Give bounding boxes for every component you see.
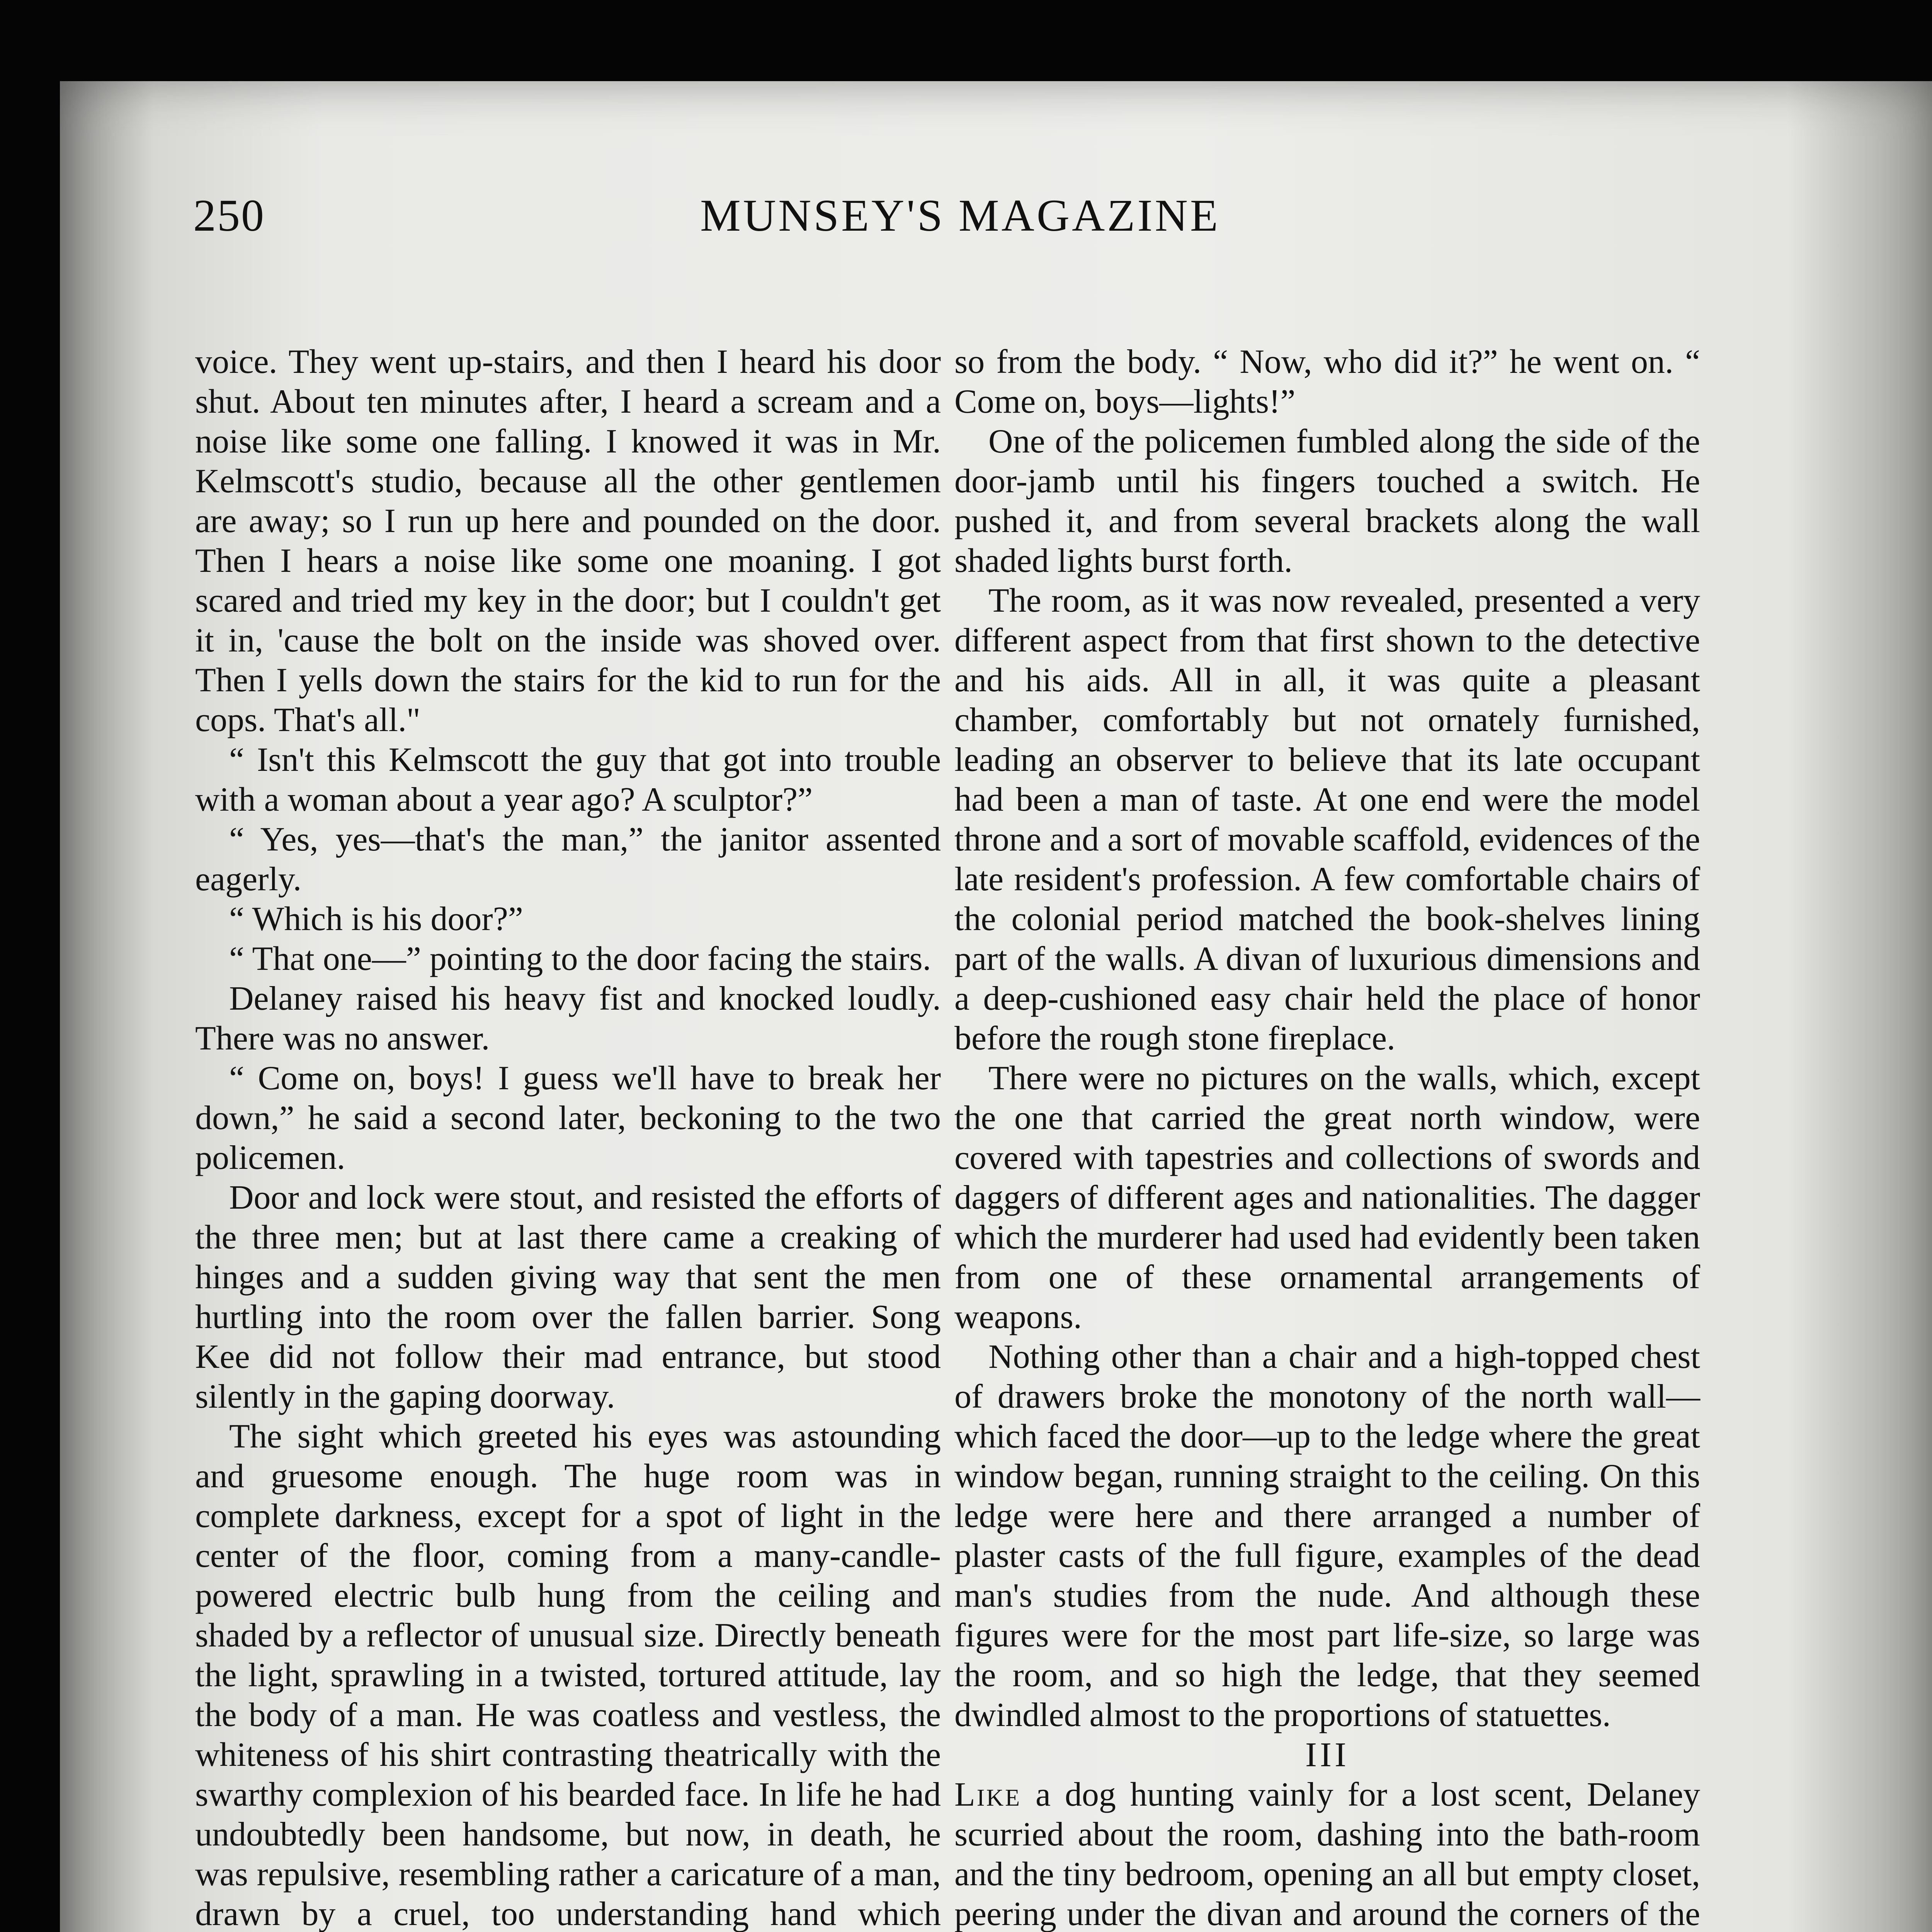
page-header <box>193 189 1727 274</box>
paragraph: One of the policemen fumbled along the side of the door-jamb until his fingers touched a switch. He pushed it, and from several brackets along the wall shaded lights burst forth. <box>954 423 1700 580</box>
paragraph: “ Come on, boys! I guess we'll have to break her down,” he said a second later, beckoning to the two policemen. <box>195 1060 941 1177</box>
left-column <box>195 342 941 1932</box>
paragraph: “ That one—” pointing to the door facing the stairs. <box>229 940 931 978</box>
paragraph: voice. They went up-stairs, and then I heard his door shut. About ten minutes after, I heard a scream and a noise like some one falling. I knowed it was in Mr. Kelmscott's studio, because all the other gentlemen are away; so I run up here and pounded on the door. Then I hears a noise like some one moaning. I got scared and tried my key in the door; but I couldn't get it in, 'cause the bolt on the inside was shoved over. Then I yells down the stairs for the kid to run for the cops. That's all." <box>195 343 941 739</box>
paragraph: The room, as it was now revealed, presented a very different aspect from that first shown to the detective and his aids. All in all, it was quite a pleasant chamber, comfortably but not ornately furnished, leading an observer to believe that its late occupant had been a man of taste. At one end were the model throne and a sort of movable scaffold, evidences of the late resident's profession. A few comfortable chairs of the colonial period matched the book-shelves lining part of the walls. A divan of luxurious dimensions and a deep-cushioned easy chair held the place of honor before the rough stone fireplace. <box>954 582 1700 1057</box>
paragraph: “ Isn't this Kelmscott the guy that got into trouble with a woman about a year ago? A sculptor?” <box>195 741 941 818</box>
paragraph-text: a dog hunting vainly for a lost scent, Delaney scurried about the room, dashing into the bath-room and the tiny bedroom, opening an all but empty closet, peering under the divan and around the corners of the <box>954 1776 1700 1932</box>
paragraph: “ Which is his door?” <box>229 900 523 938</box>
paragraph: so from the body. “ Now, who did it?” he went on. “ Come on, boys—lights!” <box>954 343 1700 420</box>
paragraph: Door and lock were stout, and resisted the efforts of the three men; but at last there came a creaking of hinges and a sudden giving way that sent the men hurtling into the room over the fallen barrier. Song Kee did not follow their mad entrance, but stood silently in the gaping doorway. <box>195 1179 941 1415</box>
running-title: MUNSEY'S MAGAZINE <box>700 190 1220 241</box>
paragraph: “ Yes, yes—that's the man,” the janitor assented eagerly. <box>195 821 941 898</box>
section-heading: III <box>1305 1736 1349 1774</box>
right-column <box>954 342 1700 1932</box>
paragraph: There were no pictures on the walls, which, except the one that carried the great north window, were covered with tapestries and collections of swords and daggers of different ages and nationalities. The dagger which the murderer had used had evidently been taken from one of these ornamental arrangements of weapons. <box>954 1060 1700 1336</box>
page-number: 250 <box>193 190 265 241</box>
paragraph: The sight which greeted his eyes was astounding and gruesome enough. The huge room was in complete darkness, except for a spot of light in the center of the floor, coming from a many-candle-powered electric bulb hung from the ceiling and shaded by a reflector of unusual size. Directly beneath the light, sprawling in a twisted, tortured attitude, lay the body of a man. He was coatless and vestless, the whiteness of his shirt contrasting theatrically with the swarthy complexion of his bearded face. In life he had undoubtedly been handsome, but now, in death, he was repulsive, resembling rather a caricature of a man, drawn by a cruel, too understanding hand which <box>195 1418 941 1932</box>
paragraph: Nothing other than a chair and a high-topped chest of drawers broke the monotony of the north wall—which faced the door—up to the ledge where the great window began, running straight to the ceiling. On this ledge were here and there arranged a number of plaster casts of the full figure, examples of the dead man's studies from the nude. And although these figures were for the most part life-size, so large was the room, and so high the ledge, that they seemed dwindled almost to the proportions of statuettes. <box>954 1338 1700 1734</box>
paragraph: Delaney raised his heavy fist and knocked loudly. There was no answer. <box>195 980 941 1057</box>
small-caps-lead: Like <box>954 1776 1022 1813</box>
paragraph <box>954 1775 1700 1932</box>
